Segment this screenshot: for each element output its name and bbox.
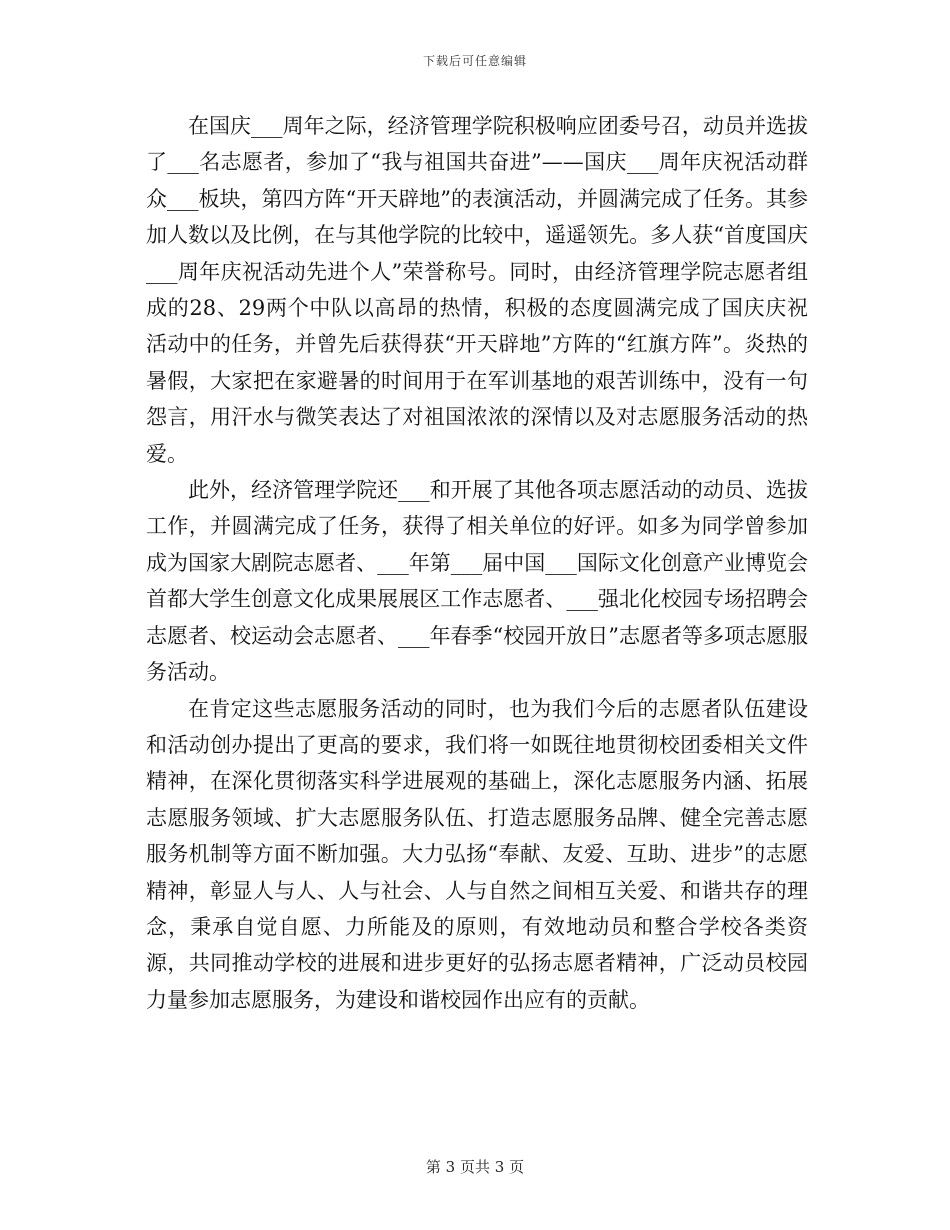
paragraph-national-day: 在国庆___周年之际，经济管理学院积极响应团委号召，动员并选拔了___名志愿者，参加了“我与祖国共奋进”——国庆___周年庆祝活动群众___板块，第四方阵“开天辟地”的表演活动，并圆满完成了任务。其参加人数以及比例，在与其他学院的比较中，遥遥领先。多人获“首度国庆___周年庆祝活动先进个人”荣誉称号。同时，由经济管理学院志愿者组成的28、29两个中队以高昂的热情，积极的态度圆满完成了国庆庆祝活动中的任务，并曾先后获得获“开天辟地”方阵的“红旗方阵”。炎热的暑假，大家把在家避暑的时间用于在军训基地的艰苦训练中，没有一句怨言，用汗水与微笑表达了对祖国浓浓的深情以及对志愿服务活动的热爱。 — [146, 114, 808, 466]
page-header: 下载后可任意编辑 — [422, 54, 527, 68]
page-footer: 第 3 页共 3 页 — [425, 1158, 525, 1176]
paragraph-other-activities: 此外，经济管理学院还___和开展了其他各项志愿活动的动员、选拔工作，并圆满完成了任务，获得了相关单位的好评。如多为同学曾参加成为国家大剧院志愿者、___年第___届中国___国际文化创意产业博览会首都大学生创意文化成果展展区工作志愿者、___强北化校园专场招聘会志愿者、校运动会志愿者、___年春季“校园开放日”志愿者等多项志愿服务活动。 — [146, 478, 808, 685]
document-body — [146, 108, 808, 1018]
paragraph-future-plans: 在肯定这些志愿服务活动的同时，也为我们今后的志愿者队伍建设和活动创办提出了更高的要求，我们将一如既往地贯彻校团委相关文件精神，在深化贯彻落实科学进展观的基础上，深化志愿服务内涵、拓展志愿服务领域、扩大志愿服务队伍、打造志愿服务品牌、健全完善志愿服务机制等方面不断加强。大力弘扬“奉献、友爱、互助、进步”的志愿精神，彰显人与人、人与社会、人与自然之间相互关爱、和谐共存的理念，秉承自觉自愿、力所能及的原则，有效地动员和整合学校各类资源，共同推动学校的进展和进步更好的弘扬志愿者精神，广泛动员校园力量参加志愿服务，为建设和谐校园作出应有的贡献。 — [146, 696, 808, 1012]
